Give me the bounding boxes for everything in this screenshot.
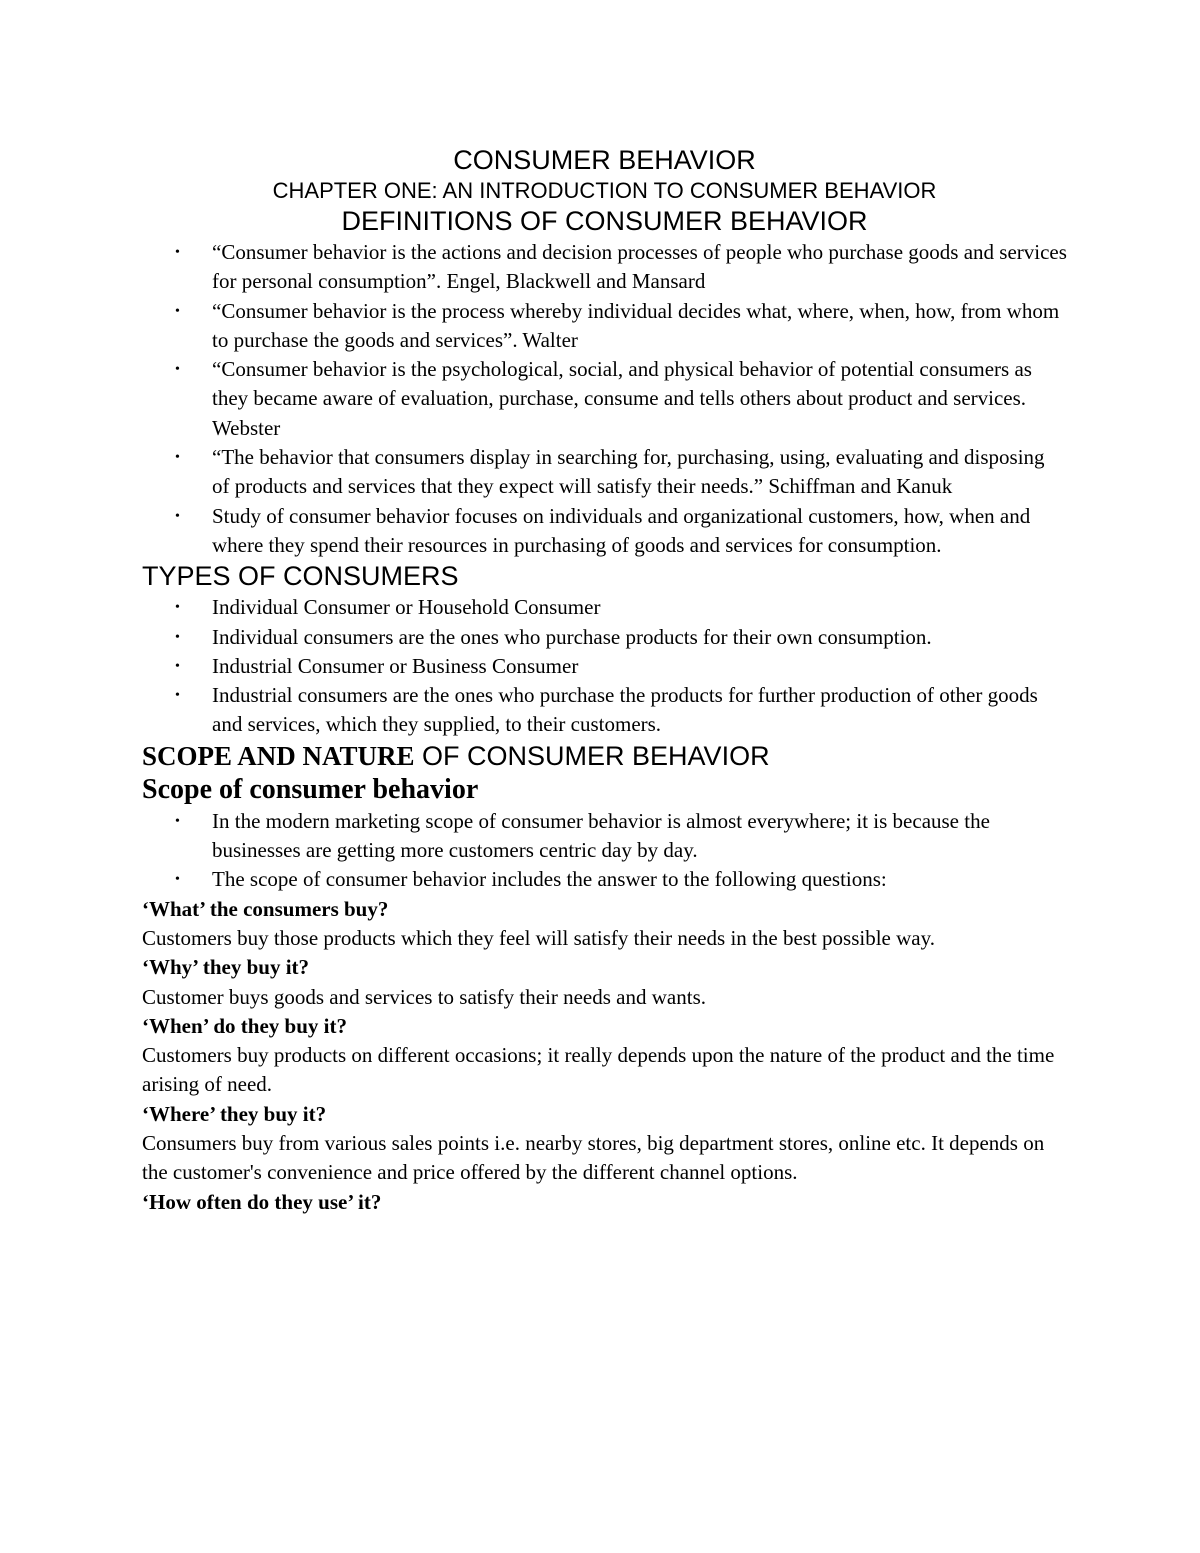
scope-heading-rest: OF CONSUMER BEHAVIOR: [414, 740, 770, 771]
list-item: [142, 623, 1067, 652]
list-item: [142, 355, 1067, 443]
question-heading: ‘Why’ they buy it?: [142, 955, 310, 980]
list-item-text: Individual consumers are the ones who purchase products for their own consumption.: [212, 624, 932, 649]
question-heading: ‘Where’ they buy it?: [142, 1101, 327, 1126]
definitions-heading: DEFINITIONS OF CONSUMER BEHAVIOR: [341, 206, 868, 236]
scope-heading: [142, 740, 1067, 773]
question-heading: ‘When’ do they buy it?: [142, 1013, 347, 1038]
page-content: [142, 143, 1067, 1217]
bullet-icon: •: [175, 629, 180, 645]
list-item: [142, 502, 1067, 561]
document-title: CONSUMER BEHAVIOR: [453, 145, 756, 175]
list-item-text: “Consumer behavior is the process whereby individual decides what, where, when, how, from whom to purchase the goods and services”. Walter: [212, 298, 1060, 352]
bullet-icon: •: [175, 872, 180, 888]
list-item-text: Industrial Consumer or Business Consumer: [212, 653, 579, 678]
scope-heading-bold: SCOPE AND NATURE: [142, 740, 415, 771]
question-heading: ‘What’ the consumers buy?: [142, 896, 389, 921]
question-heading: ‘How often do they use’ it?: [142, 1189, 382, 1214]
bullet-icon: •: [175, 600, 180, 616]
bullet-icon: •: [175, 450, 180, 466]
bullet-icon: •: [175, 303, 180, 319]
definitions-list: [142, 238, 1067, 560]
list-item-text: Individual Consumer or Household Consumer: [212, 595, 601, 620]
types-heading: TYPES OF CONSUMERS: [142, 561, 459, 592]
list-item-text: “Consumer behavior is the psychological, social, and physical behavior of potential consumers as they became aware of evaluation, purchase, consume and tells others about product and services. Webster: [212, 357, 1032, 440]
bullet-icon: •: [175, 813, 180, 829]
list-item: [142, 865, 1067, 894]
list-item: [142, 443, 1067, 502]
bullet-icon: •: [175, 688, 180, 704]
answer-paragraph: Customers buy products on different occasions; it really depends upon the nature of the product and the time arising of need.: [142, 1043, 1055, 1097]
bullet-icon: •: [175, 245, 180, 260]
list-item-text: In the modern marketing scope of consumer behavior is almost everywhere; it is because the businesses are getting more customers centric day by day.: [212, 808, 990, 863]
list-item-text: Industrial consumers are the ones who purchase the products for further production of other goods and services, which they supplied, to their customers.: [212, 683, 1038, 737]
list-item: [142, 238, 1067, 297]
answer-paragraph: Customer buys goods and services to satisfy their needs and wants.: [142, 984, 706, 1009]
types-list: [142, 593, 1067, 739]
answer-paragraph: Consumers buy from various sales points i.e. nearby stores, big department stores, online etc. It depends on the customer's convenience and price offered by the different channel options.: [142, 1131, 1045, 1185]
bullet-icon: •: [175, 508, 180, 524]
answer-paragraph: Customers buy those products which they feel will satisfy their needs in the best possible way.: [142, 925, 935, 950]
scope-subheading: Scope of consumer behavior: [142, 773, 479, 805]
bullet-icon: •: [175, 362, 180, 378]
list-item: [142, 593, 1067, 622]
list-item: [142, 807, 1067, 866]
list-item: [142, 297, 1067, 356]
list-item-text: The scope of consumer behavior includes the answer to the following questions:: [212, 867, 887, 892]
list-item-text: “The behavior that consumers display in searching for, purchasing, using, evaluating and disposing of products and services that they expect will satisfy their needs.” Schiffman and Kanuk: [212, 445, 1045, 499]
scope-list: [142, 807, 1067, 895]
chapter-title: CHAPTER ONE: AN INTRODUCTION TO CONSUMER BEHAVIOR: [272, 178, 937, 203]
list-item: [142, 681, 1067, 740]
list-item: [142, 652, 1067, 681]
bullet-icon: •: [175, 658, 180, 674]
list-item-text: “Consumer behavior is the actions and decision processes of people who purchase goods and services for personal consumption”. Engel, Blackwell and Mansard: [212, 240, 1067, 294]
list-item-text: Study of consumer behavior focuses on individuals and organizational customers, how, when and where they spend their resources in purchasing of goods and services for consumption.: [212, 503, 1031, 557]
